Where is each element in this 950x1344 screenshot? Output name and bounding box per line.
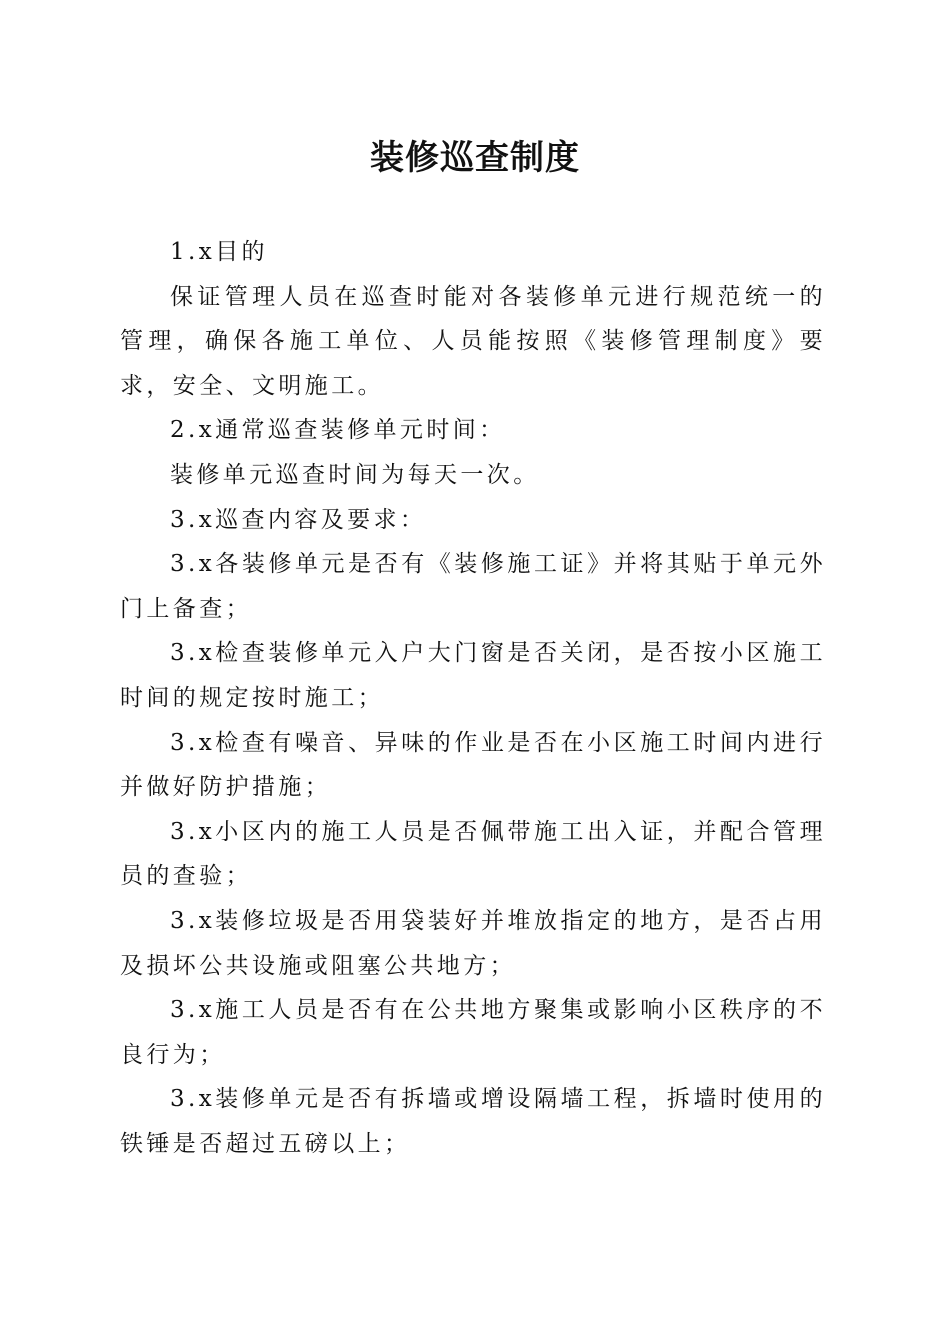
- section-heading-purpose: 1.x目的: [170, 239, 268, 265]
- paragraph-purpose: 保证管理人员在巡查时能对各装修单元进行规范统一的管理，确保各施工单位、人员能按照《装修管理制度》要求，安全、文明施工。: [120, 283, 826, 399]
- requirement-item: 3.x检查装修单元入户大门窗是否关闭，是否按小区施工时间的规定按时施工；: [120, 640, 826, 711]
- paragraph-inspection-time: 装修单元巡查时间为每天一次。: [170, 461, 540, 488]
- requirement-item: 3.x各装修单元是否有《装修施工证》并将其贴于单元外门上备查；: [120, 551, 826, 622]
- requirement-item: 3.x施工人员是否有在公共地方聚集或影响小区秩序的不良行为；: [120, 997, 826, 1068]
- section-heading-content-requirements: 3.x巡查内容及要求：: [170, 506, 427, 533]
- document-body: [120, 230, 826, 1166]
- requirement-item: 3.x小区内的施工人员是否佩带施工出入证，并配合管理员的查验；: [120, 818, 826, 890]
- requirement-item: 3.x装修单元是否有拆墙或增设隔墙工程，拆墙时使用的铁锤是否超过五磅以上；: [120, 1086, 826, 1157]
- section-heading-inspection-time: 2.x通常巡查装修单元时间：: [170, 417, 506, 444]
- requirement-item: 3.x检查有噪音、异味的作业是否在小区施工时间内进行并做好防护措施；: [120, 729, 826, 801]
- requirement-item: 3.x装修垃圾是否用袋装好并堆放指定的地方，是否占用及损坏公共设施或阻塞公共地方；: [120, 907, 826, 979]
- document-title: 装修巡查制度: [370, 138, 580, 178]
